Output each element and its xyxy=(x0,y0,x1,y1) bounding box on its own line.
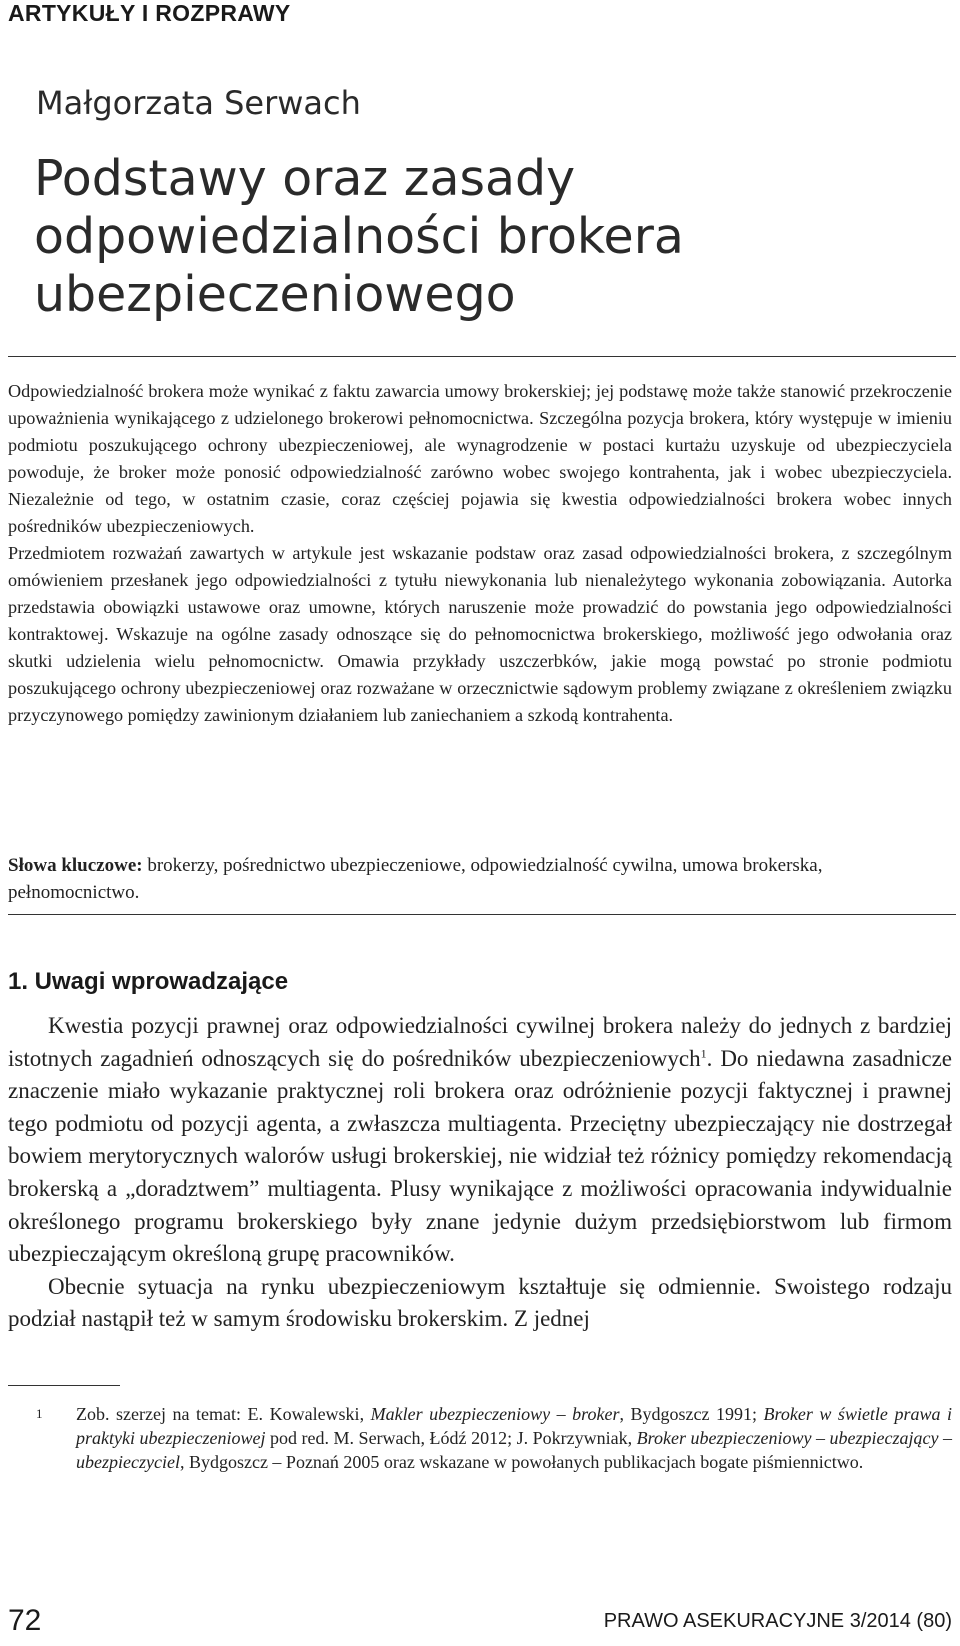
footnote-run: pod red. M. Serwach, Łódź 2012; J. Pokrzywniak, xyxy=(265,1428,637,1448)
keywords-label: Słowa kluczowe: xyxy=(8,855,143,876)
footnote-number: 1 xyxy=(36,1406,43,1421)
body-text-run: . Do niedawna zasadnicze znaczenie miało wykazanie praktycznej roli brokera oraz odróżnienie pozycji faktycznej i prawnej tego podmiotu od pozycji agenta, a zwłaszcza multiagenta. Przeciętny ubezpieczający nie dostrzegał bowiem merytorycznych walorów usługi brokerskiej, nie widział też różnicy pomiędzy rekomendacją brokerską a „doradztwem” multiagenta. Plusy wynikające z możliwości opracowania indywidualnie określonego programu brokerskiego były znane jedynie dużym przedsiębiorstwom lub firmom ubezpieczającym określoną grupę pracowników. xyxy=(8,1045,953,1267)
article-title xyxy=(34,150,934,324)
footnote-italic: Broker ubezpieczeniowy – ubezpieczający – ubezpieczyciel xyxy=(76,1428,952,1472)
abstract-paragraph: Przedmiotem rozważań zawartych w artykule jest wskazanie podstaw oraz zasad odpowiedzialności brokera, z szczególnym omówieniem przesłanek jego odpowiedzialności z tytułu niewykonania lub nienależytego wykonania zobowiązania. Autorka przedstawia obowiązki ustawowe oraz umowne, których naruszenie może prowadzić do powstania jego odpowiedzialności kontraktowej. Wskazuje na ogólne zasady odnoszące się do pełnomocnictwa brokerskiego, możliwość jego odwołania oraz skutki udzielenia wielu pełnomocnictw. Omawia przykłady uszczerbków, jakie mogą powstać po stronie podmiotu poszukującego ochrony ubezpieczeniowej oraz rozważane w orzecznictwie sądowym problemy związane z określeniem związku przyczynowego pomiędzy zawinionym działaniem lub zaniechaniem a szkodą kontrahenta. xyxy=(8,543,952,725)
article-author: Małgorzata Serwach xyxy=(36,84,361,122)
body-paragraph xyxy=(8,1010,952,1271)
title-line: ubezpieczeniowego xyxy=(34,266,516,323)
keywords-text: brokerzy, pośrednictwo ubezpieczeniowe, odpowiedzialność cywilna, umowa brokerska, pełnomocnictwo. xyxy=(8,855,823,903)
footnote-italic: Makler ubezpieczeniowy – broker xyxy=(370,1404,620,1424)
section-heading: 1. Uwagi wprowadzające xyxy=(8,968,289,995)
body-text xyxy=(8,1010,952,1336)
footnote-reference[interactable]: 1 xyxy=(700,1045,707,1060)
abstract-top-divider xyxy=(8,356,956,357)
footnote-run: , Bydgoszcz – Poznań 2005 oraz wskazane w powołanych publikacjach bogate piśmiennictwo. xyxy=(179,1452,864,1472)
footnote-text xyxy=(76,1402,952,1474)
abstract-bottom-divider xyxy=(8,914,956,915)
footnote-run: , Bydgoszcz 1991; xyxy=(619,1404,764,1424)
abstract xyxy=(8,378,952,729)
keywords xyxy=(8,852,952,906)
body-text-run: Kwestia pozycji prawnej oraz odpowiedzialności cywilnej brokera należy do jednych z bardziej istotnych zagadnień odnoszących się do pośredników ubezpieczeniowych xyxy=(8,1013,952,1071)
body-paragraph: Obecnie sytuacja na rynku ubezpieczeniowym kształtuje się odmiennie. Swoistego rodzaju podział nastąpił też w samym środowisku brokerskim. Z jednej xyxy=(8,1273,952,1332)
title-line: Podstawy oraz zasady xyxy=(34,150,576,207)
footnote-divider xyxy=(8,1385,120,1386)
footnote-run: Zob. szerzej na temat: E. Kowalewski, xyxy=(76,1404,371,1424)
footnote-italic: Broker w świetle prawa i praktyki ubezpieczeniowej xyxy=(76,1404,953,1448)
footnote xyxy=(8,1402,952,1474)
section-label: ARTYKUŁY I ROZPRAWY xyxy=(8,0,291,26)
abstract-paragraph: Odpowiedzialność brokera może wynikać z faktu zawarcia umowy brokerskiej; jej podstawę może także stanowić przekroczenie upoważnienia wynikającego z udzielonego brokerowi pełnomocnictwa. Szczególna pozycja brokera, który występuje w imieniu podmiotu poszukującego ochrony ubezpieczeniowej, ale wynagrodzenie w postaci kurtażu uzyskuje od ubezpieczyciela powoduje, że broker może ponosić odpowiedzialność zarówno wobec swojego kontrahenta, jak i wobec ubezpieczyciela. Niezależnie od tego, w ostatnim czasie, coraz częściej pojawia się kwestia odpowiedzialności brokera wobec innych pośredników ubezpieczeniowych. xyxy=(8,381,952,536)
title-line: odpowiedzialności brokera xyxy=(34,208,684,265)
page-number: 72 xyxy=(8,1604,42,1637)
journal-name: PRAWO ASEKURACYJNE 3/2014 (80) xyxy=(603,1610,952,1632)
